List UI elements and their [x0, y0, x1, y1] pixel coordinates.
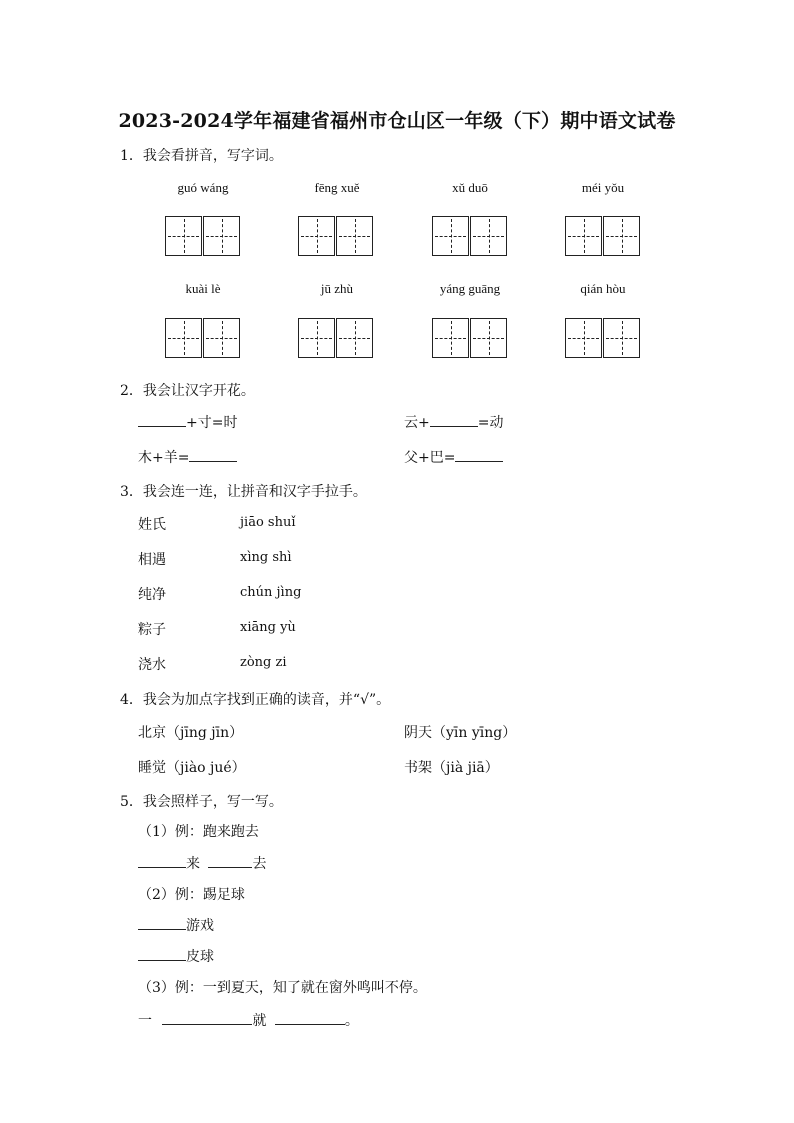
pinyin-item[interactable]: xiāng yù [240, 620, 296, 635]
writing-grid[interactable] [565, 216, 643, 258]
character-equation [138, 412, 237, 432]
tianzige-cell[interactable] [565, 318, 602, 358]
equation-text: +寸=时 [186, 415, 238, 431]
tianzige-cell[interactable] [203, 216, 240, 256]
writing-grid[interactable] [298, 216, 376, 258]
answer-blank[interactable] [455, 447, 503, 462]
pinyin-label: qián hòu [580, 281, 626, 296]
reading-choice[interactable]: 北京（jīng jīn） [138, 725, 244, 741]
pinyin-label: fēng xuě [314, 180, 360, 195]
writing-grid[interactable] [432, 318, 510, 360]
fill-line [138, 915, 214, 935]
pinyin-label: kuài lè [185, 281, 221, 296]
character-equation [138, 447, 237, 467]
fill-text: 一 [138, 1013, 152, 1029]
tianzige-cell[interactable] [165, 318, 202, 358]
equation-text: 木+羊= [138, 450, 190, 466]
tianzige-cell[interactable] [470, 216, 507, 256]
pinyin-label: yáng guāng [439, 281, 501, 296]
example-text: （2）例：踢足球 [138, 887, 245, 903]
word-item[interactable]: 姓氏 [138, 517, 166, 533]
question-1-heading: 1．我会看拼音，写字词。 [120, 148, 283, 164]
tianzige-cell[interactable] [203, 318, 240, 358]
answer-blank[interactable] [189, 447, 237, 462]
tianzige-cell[interactable] [298, 318, 335, 358]
fill-text: 皮球 [186, 949, 214, 965]
tianzige-cell[interactable] [565, 216, 602, 256]
pinyin-item[interactable]: chún jìng [240, 585, 302, 600]
pinyin-label: xǔ duō [452, 180, 488, 195]
fill-text: 来 [186, 856, 200, 872]
writing-grid[interactable] [432, 216, 510, 258]
writing-grid[interactable] [165, 318, 243, 360]
question-4-heading: 4．我会为加点字找到正确的读音，并“√”。 [120, 692, 391, 708]
fill-text: 。 [344, 1013, 359, 1029]
tianzige-cell[interactable] [432, 318, 469, 358]
question-5-heading: 5．我会照样子，写一写。 [120, 794, 283, 810]
tianzige-cell[interactable] [470, 318, 507, 358]
tianzige-cell[interactable] [336, 318, 373, 358]
writing-grid[interactable] [298, 318, 376, 360]
answer-blank[interactable] [138, 412, 186, 427]
equation-text: 父+巴= [404, 450, 456, 466]
fill-text: 去 [252, 856, 267, 872]
answer-blank[interactable] [430, 412, 478, 427]
equation-text: =动 [477, 415, 504, 431]
tianzige-cell[interactable] [603, 318, 640, 358]
character-equation [404, 447, 503, 467]
character-equation [404, 412, 503, 432]
answer-blank[interactable] [138, 915, 186, 930]
word-item[interactable]: 浇水 [138, 657, 166, 673]
pinyin-item[interactable]: zòng zi [240, 655, 287, 670]
tianzige-cell[interactable] [298, 216, 335, 256]
answer-blank[interactable] [208, 853, 252, 868]
fill-line [138, 946, 214, 966]
reading-choice[interactable]: 睡觉（jiào jué） [138, 760, 246, 776]
writing-grid[interactable] [165, 216, 243, 258]
tianzige-cell[interactable] [165, 216, 202, 256]
question-3-heading: 3．我会连一连，让拼音和汉字手拉手。 [120, 484, 367, 500]
pinyin-label: jū zhù [320, 281, 354, 296]
writing-grid[interactable] [565, 318, 643, 360]
reading-choice[interactable]: 书架（jià jiā） [404, 760, 499, 776]
answer-blank[interactable] [162, 1010, 252, 1025]
pinyin-label: guó wáng [177, 180, 229, 195]
answer-blank[interactable] [138, 853, 186, 868]
tianzige-cell[interactable] [336, 216, 373, 256]
pinyin-item[interactable]: xìng shì [240, 550, 292, 565]
tianzige-cell[interactable] [603, 216, 640, 256]
fill-text: 游戏 [186, 918, 214, 934]
word-item[interactable]: 相遇 [138, 552, 166, 568]
fill-line [138, 1010, 359, 1030]
page-title: 2023-2024学年福建省福州市仓山区一年级（下）期中语文试卷 [118, 110, 676, 132]
example-text: （1）例：跑来跑去 [138, 824, 259, 840]
pinyin-item[interactable]: jiāo shuǐ [240, 515, 296, 530]
example-text: （3）例：一到夏天，知了就在窗外鸣叫不停。 [138, 980, 427, 996]
fill-line [138, 853, 266, 873]
equation-text: 云+ [404, 415, 430, 431]
fill-text: 就 [252, 1013, 267, 1029]
word-item[interactable]: 纯净 [138, 587, 166, 603]
answer-blank[interactable] [275, 1010, 345, 1025]
tianzige-cell[interactable] [432, 216, 469, 256]
reading-choice[interactable]: 阴天（yīn yīng） [404, 725, 517, 741]
answer-blank[interactable] [138, 946, 186, 961]
pinyin-label: méi yǒu [581, 180, 625, 195]
question-2-heading: 2．我会让汉字开花。 [120, 383, 255, 399]
word-item[interactable]: 粽子 [138, 622, 166, 638]
